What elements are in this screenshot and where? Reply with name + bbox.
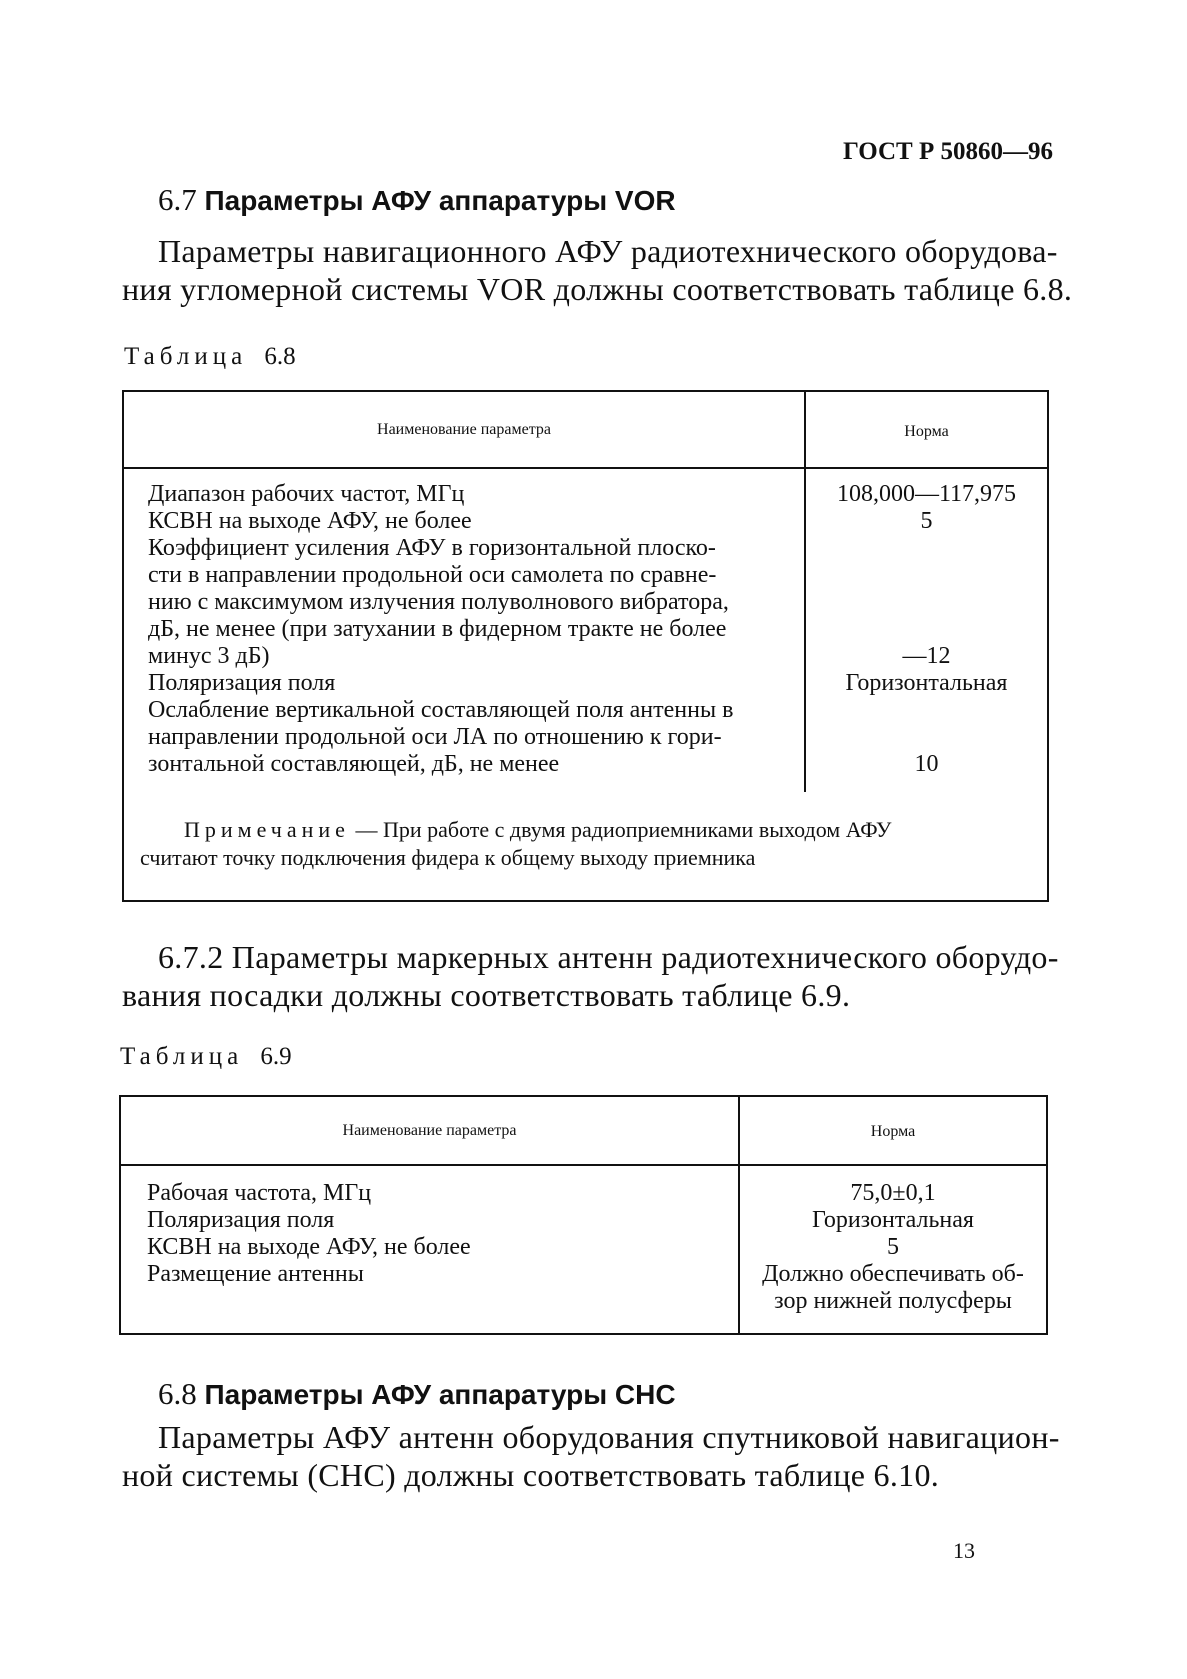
parameter-cell xyxy=(120,1165,739,1334)
parameter-line: Рабочая частота, МГц xyxy=(147,1180,372,1206)
page-number: 13 xyxy=(953,1538,975,1563)
document-code: ГОСТ Р 50860—96 xyxy=(842,138,1053,165)
section-title: Параметры АФУ аппаратуры VOR xyxy=(204,185,676,216)
section-6-7-heading xyxy=(158,182,676,218)
paragraph-line: вания посадки должны соответствовать таблице 6.9. xyxy=(122,977,851,1013)
parameter-line: минус 3 дБ) xyxy=(148,643,270,669)
parameter-line: Коэффициент усиления АФУ в горизонтальной плоско- xyxy=(148,535,716,561)
norm-cell xyxy=(739,1165,1047,1334)
parameter-line: Диапазон рабочих частот, МГц xyxy=(148,481,465,507)
norm-line: 5 xyxy=(920,508,933,534)
table-note xyxy=(123,792,1048,901)
norm-cell xyxy=(805,468,1048,792)
parameter-line: КСВН на выходе АФУ, не более xyxy=(148,508,472,534)
header-norm: Норма xyxy=(739,1096,1047,1165)
paragraph-line: Параметры навигационного АФУ радиотехнического оборудова- xyxy=(158,233,1058,269)
paragraph-line: ния угломерной системы VOR должны соответствовать таблице 6.8. xyxy=(122,271,1073,307)
paragraph-line: Параметры АФУ антенн оборудования спутниковой навигацион- xyxy=(158,1419,1060,1455)
parameter-line: Ослабление вертикальной составляющей поля антенны в xyxy=(148,697,734,723)
paragraph-line: ной системы (СНС) должны соответствовать таблице 6.10. xyxy=(122,1457,940,1493)
caption-number: 6.8 xyxy=(264,343,296,370)
norm-line: 10 xyxy=(914,751,939,777)
norm-line: Горизонтальная xyxy=(845,670,1008,696)
section-6-7-2-paragraph xyxy=(122,938,1059,1014)
parameter-line: Поляризация поля xyxy=(147,1207,335,1233)
table-6-9-caption xyxy=(120,1043,292,1071)
section-6-7-paragraph xyxy=(122,232,1072,308)
norm-line: Горизонтальная xyxy=(812,1207,974,1233)
table-6-9 xyxy=(119,1095,1048,1335)
table-6-8 xyxy=(122,390,1049,902)
norm-line xyxy=(806,724,1047,751)
norm-line: 108,000—117,975 xyxy=(836,481,1017,507)
note-label: Примечание xyxy=(184,817,350,842)
norm-line xyxy=(806,562,1047,589)
parameter-line: Размещение антенны xyxy=(147,1261,364,1287)
caption-number: 6.9 xyxy=(260,1043,292,1070)
norm-line: Должно обеспечивать об- xyxy=(762,1261,1024,1287)
norm-line xyxy=(806,589,1047,616)
norm-line: 75,0±0,1 xyxy=(850,1180,936,1206)
header-norm: Норма xyxy=(805,391,1048,468)
parameter-line: зонтальной составляющей, дБ, не менее xyxy=(148,751,560,777)
parameter-cell xyxy=(123,468,805,792)
parameter-line: нию с максимумом излучения полуволнового вибратора, xyxy=(148,589,729,615)
parameter-line: дБ, не менее (при затухании в фидерном тракте не более xyxy=(148,616,727,642)
parameter-line: КСВН на выходе АФУ, не более xyxy=(147,1234,471,1260)
section-6-8-paragraph xyxy=(122,1418,1060,1494)
section-number: 6.8 xyxy=(158,1376,197,1411)
parameter-line: направлении продольной оси ЛА по отношению к гори- xyxy=(148,724,722,750)
parameter-line: сти в направлении продольной оси самолета по сравне- xyxy=(148,562,717,588)
norm-line xyxy=(806,535,1047,562)
parameter-line: Поляризация поля xyxy=(148,670,336,696)
norm-line xyxy=(806,697,1047,724)
norm-line: —12 xyxy=(902,643,951,669)
table-6-8-caption xyxy=(124,343,296,371)
header-parameter: Наименование параметра xyxy=(120,1096,739,1165)
note-text-continued: считают точку подключения фидера к общему выходу приемника xyxy=(140,845,756,870)
norm-line xyxy=(806,616,1047,643)
section-number: 6.7 xyxy=(158,182,197,217)
section-6-8-heading xyxy=(158,1376,676,1412)
norm-line: 5 xyxy=(887,1234,899,1260)
norm-line: зор нижней полусферы xyxy=(774,1288,1012,1314)
section-title: Параметры АФУ аппаратуры СНС xyxy=(204,1379,676,1410)
paragraph-line: 6.7.2 Параметры маркерных антенн радиотехнического оборудо- xyxy=(158,939,1059,975)
header-parameter: Наименование параметра xyxy=(123,391,805,468)
caption-label: Таблица xyxy=(124,343,248,370)
note-text: — При работе с двумя радиоприемниками выходом АФУ xyxy=(349,817,892,842)
caption-label: Таблица xyxy=(120,1043,244,1070)
